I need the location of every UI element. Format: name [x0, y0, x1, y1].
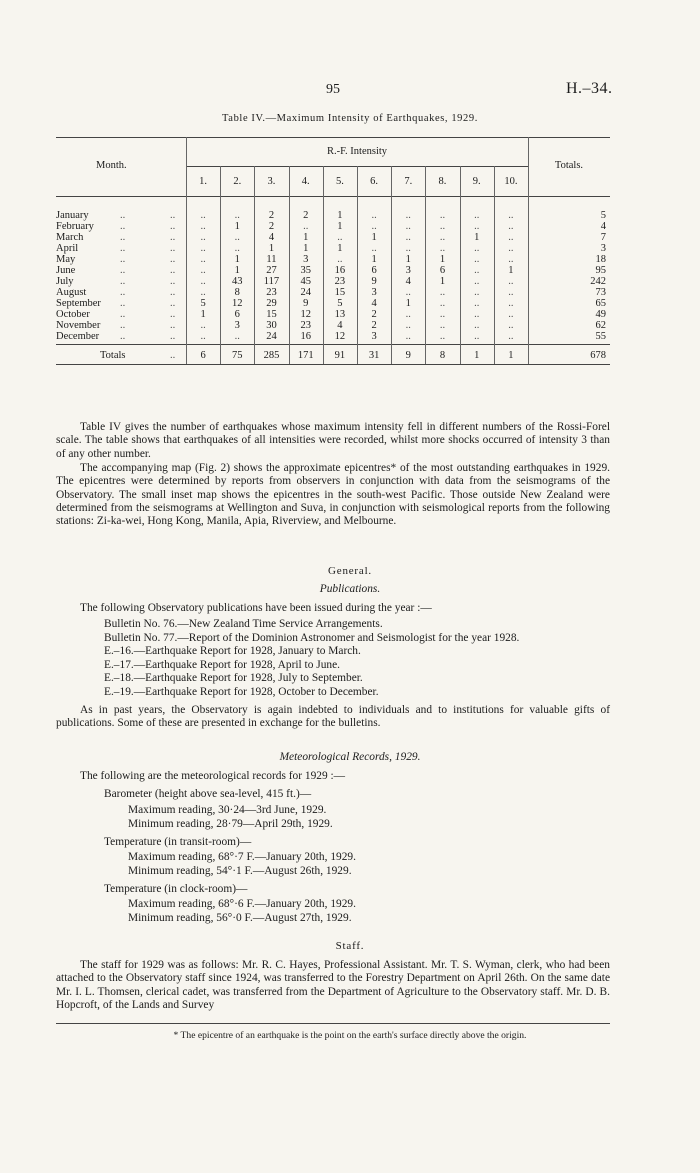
table-row-month: August: [56, 287, 87, 298]
table-cell: ..: [474, 210, 480, 221]
table-cell: ..: [508, 243, 514, 254]
column-header: 1.: [199, 176, 208, 187]
table-cell: 8: [234, 287, 240, 298]
leader-dots: ..: [170, 265, 176, 276]
totals-cell: 75: [232, 350, 243, 361]
leader-dots: ..: [120, 287, 126, 298]
table-cell: 2: [371, 320, 377, 331]
table-row-total: 5: [600, 210, 606, 221]
table-cell: 16: [300, 331, 311, 342]
table-cell: ..: [439, 221, 446, 232]
table-cell: 13: [334, 309, 346, 320]
table-cell: 6: [234, 309, 240, 320]
leader-dots: ..: [120, 265, 126, 276]
meteorological-intro: The following are the meteorological records for 1929 :—: [80, 770, 346, 782]
table-cell: 12: [334, 331, 346, 342]
paragraph-epicentre-map: The accompanying map (Fig. 2) shows the approximate epicentres* of the most outstanding earthquakes in 1929. The epicentres were determined by reports from observers in conjunction with data from the seismograms of the Observatory. The small inset map shows the epicentres in the south-west Pacific. Those outside New Zealand were determined from the seismograms at Wellington and Suva, in conjunction with seismological reports from the following stations: Zi-ka-wei, Hong Kong, Manila, Apia, Riverview, and Melbourne.: [56, 462, 610, 528]
table-cell: ..: [200, 254, 206, 265]
table-row-month: October: [56, 309, 90, 320]
table-cell: ..: [474, 265, 480, 276]
table-row-total: 62: [595, 320, 606, 331]
table-row-total: 95: [595, 265, 606, 276]
table-cell: ..: [337, 232, 343, 243]
table-cell: ..: [439, 243, 446, 254]
table-cell: ..: [200, 243, 206, 254]
column-header: 7.: [404, 176, 413, 187]
table-row-total: 242: [590, 276, 606, 287]
page-number: 95: [326, 82, 340, 97]
leader-dots: ..: [120, 298, 126, 309]
table-cell: 4: [405, 276, 411, 287]
table-cell: ..: [371, 221, 377, 232]
table-cell: 4: [268, 232, 275, 243]
table-cell: ..: [508, 320, 514, 331]
column-header: 10.: [504, 176, 518, 187]
temp-clock-max: Maximum reading, 68°·6 F.—January 20th, 1929.: [128, 898, 356, 910]
table-cell: 1: [200, 309, 206, 320]
temp-clock-min: Minimum reading, 56°·0 F.—August 27th, 1929.: [128, 912, 352, 924]
table-row-total: 65: [595, 298, 606, 309]
leader-dots: ..: [120, 320, 126, 331]
table-cell: ..: [200, 265, 206, 276]
leader-dots: ..: [120, 243, 126, 254]
table-row-total: 7: [600, 232, 606, 243]
table-row-month: July: [56, 276, 74, 287]
leader-dots: ..: [170, 287, 176, 298]
table-cell: ..: [439, 287, 446, 298]
table-cell: ..: [405, 287, 411, 298]
table-cell: ..: [508, 210, 514, 221]
table-cell: 15: [334, 287, 346, 298]
table-cell: ..: [439, 232, 446, 243]
table-cell: ..: [234, 210, 240, 221]
table-cell: 5: [337, 298, 343, 309]
table-cell: ..: [200, 221, 206, 232]
table-cell: 2: [371, 309, 377, 320]
table-cell: 1: [268, 243, 275, 254]
totals-cell: 1: [508, 350, 514, 361]
grand-total: 678: [590, 350, 606, 361]
table-cell: 29: [266, 298, 277, 309]
publication-item: E.–17.—Earthquake Report for 1928, April to June.: [104, 658, 340, 671]
barometer-label: Barometer (height above sea-level, 415 ft.)—: [104, 788, 312, 800]
table-cell: ..: [508, 232, 514, 243]
column-header: 8.: [438, 176, 447, 187]
publication-item: E.–19.—Earthquake Report for 1928, October to December.: [104, 686, 379, 698]
table-cell: 1: [405, 254, 411, 265]
table-rule-top: [56, 137, 610, 138]
table-cell: 1: [371, 254, 377, 265]
table-cell: 2: [268, 221, 275, 232]
paragraph-staff: The staff for 1929 was as follows: Mr. R. C. Hayes, Professional Assistant. Mr. T. S. Wyman, clerk, who had been attached to the Observatory staff since 1924, was transferred to the Forestry Department on April 26th. On the same date Mr. I. L. Thomsen, clerical cadet, was transferred from the Department of Agriculture to the Observatory staff. Mr. D. B. Hopcroft, of the Lands and Survey: [56, 959, 610, 1011]
table-cell: ..: [405, 309, 411, 320]
table-title: Table IV.—Maximum Intensity of Earthquakes, 1929.: [222, 113, 478, 124]
table-cell: ..: [234, 331, 240, 342]
table-cell: 1: [474, 232, 480, 243]
table-cell: ..: [200, 287, 206, 298]
footnote-rule: [56, 1023, 610, 1024]
table-row-month: November: [56, 320, 101, 331]
totals-cell: 285: [263, 350, 280, 361]
leader-dots: ..: [120, 221, 126, 232]
temp-transit-max: Maximum reading, 68°·7 F.—January 20th, 1929.: [128, 851, 356, 863]
column-header: 5.: [335, 176, 344, 187]
column-header: 6.: [370, 176, 379, 187]
table-cell: 3: [405, 265, 411, 276]
table-cell: ..: [200, 331, 206, 342]
table-cell: ..: [405, 320, 411, 331]
document-reference: H.–34.: [566, 80, 613, 97]
staff-heading: Staff.: [335, 940, 365, 952]
table-cell: ..: [508, 276, 514, 287]
table-cell: ..: [508, 221, 514, 232]
table-cell: ..: [303, 221, 309, 232]
publication-item: E.–18.—Earthquake Report for 1928, July to September.: [104, 672, 363, 685]
totals-cell: 91: [334, 350, 346, 361]
table-cell: 11: [266, 254, 277, 265]
publication-item: Bulletin No. 76.—New Zealand Time Service Arrangements.: [104, 618, 383, 630]
column-header: 2.: [233, 176, 242, 187]
leader-dots: ..: [170, 221, 176, 232]
leader-dots: ..: [120, 232, 126, 243]
table-cell: ..: [439, 309, 446, 320]
table-cell: ..: [405, 331, 411, 342]
table-cell: 35: [300, 265, 311, 276]
leader-dots: ..: [120, 331, 126, 342]
barometer-max: Maximum reading, 30·24—3rd June, 1929.: [128, 804, 327, 816]
table-cell: 2: [303, 210, 309, 221]
leader-dots: ..: [120, 309, 126, 320]
table-cell: ..: [508, 254, 514, 265]
leader-dots: ..: [170, 232, 176, 243]
table-row-month: February: [56, 221, 94, 232]
leader-dots: ..: [170, 243, 176, 254]
table-row-total: 4: [600, 221, 606, 232]
table-cell: ..: [508, 309, 514, 320]
leader-dots: ..: [170, 254, 176, 265]
paragraph-table-summary: Table IV gives the number of earthquakes whose maximum intensity fell in different numbers of the Rossi-Forel scale. The table shows that earthquakes of all intensities were recorded, whilst more shocks occurred of intensity 3 than of any other number.: [56, 421, 610, 460]
table-cell: 45: [300, 276, 311, 287]
table-cell: 1: [508, 265, 514, 276]
table-cell: ..: [474, 287, 480, 298]
publication-item: E.–16.—Earthquake Report for 1928, January to March.: [104, 645, 361, 658]
table-row-total: 18: [595, 254, 606, 265]
table-cell: ..: [474, 309, 480, 320]
table-cell: ..: [200, 232, 206, 243]
totals-header: Totals.: [554, 160, 584, 171]
table-cell: 30: [266, 320, 277, 331]
barometer-min: Minimum reading, 28·79—April 29th, 1929.: [128, 818, 333, 830]
table-cell: 16: [334, 265, 346, 276]
leader-dots: ..: [170, 210, 176, 221]
leader-dots: ..: [120, 276, 126, 287]
temp-transit-label: Temperature (in transit-room)—: [104, 836, 252, 848]
totals-cell: 171: [297, 350, 314, 361]
publications-intro: The following Observatory publications have been issued during the year :—: [80, 602, 432, 614]
table-cell: ..: [474, 331, 480, 342]
table-cell: ..: [200, 320, 206, 331]
temp-transit-min: Minimum reading, 54°·1 F.—August 26th, 1929.: [128, 865, 352, 877]
table-cell: 5: [200, 298, 206, 309]
table-row-total: 55: [595, 331, 606, 342]
table-cell: 1: [234, 265, 240, 276]
leader-dots: ..: [170, 298, 176, 309]
general-heading: General.: [328, 565, 372, 577]
table-row-month: January: [56, 210, 89, 221]
table-cell: 4: [371, 298, 377, 309]
table-cell: 1: [234, 254, 240, 265]
table-cell: ..: [371, 243, 377, 254]
table-rule-totals-top: [56, 344, 610, 345]
table-cell: ..: [234, 243, 240, 254]
table-cell: 27: [266, 265, 277, 276]
table-cell: ..: [337, 254, 343, 265]
table-cell: ..: [508, 331, 514, 342]
table-row-total: 73: [595, 287, 606, 298]
table-cell: ..: [474, 243, 480, 254]
table-cell: 24: [300, 287, 311, 298]
table-cell: ..: [405, 210, 411, 221]
totals-cell: 1: [474, 350, 480, 361]
column-header: 3.: [267, 176, 276, 187]
table-cell: 4: [337, 320, 343, 331]
table-cell: 24: [266, 331, 277, 342]
table-cell: 43: [232, 276, 243, 287]
table-cell: 12: [232, 298, 243, 309]
table-row-month: September: [56, 298, 101, 309]
table-cell: 1: [303, 243, 309, 254]
table-cell: ..: [439, 298, 446, 309]
table-cell: 3: [371, 287, 377, 298]
temp-clock-label: Temperature (in clock-room)—: [104, 883, 248, 895]
table-cell: 117: [263, 276, 280, 287]
table-cell: 12: [300, 309, 311, 320]
table-cell: 6: [439, 265, 446, 276]
table-cell: 9: [303, 298, 309, 309]
table-cell: 9: [371, 276, 377, 287]
totals-row-label: Totals: [100, 350, 126, 361]
totals-cell: 8: [439, 350, 446, 361]
totals-cell: 31: [368, 350, 380, 361]
table-cell: ..: [474, 254, 480, 265]
table-cell: 6: [371, 265, 377, 276]
table-row-month: June: [56, 265, 76, 276]
table-cell: 1: [405, 298, 411, 309]
table-cell: 1: [371, 232, 377, 243]
table-cell: 2: [268, 210, 275, 221]
totals-cell: 9: [405, 350, 411, 361]
table-cell: 3: [371, 331, 377, 342]
table-cell: 1: [337, 243, 343, 254]
table-cell: 1: [234, 221, 240, 232]
table-cell: ..: [405, 221, 411, 232]
table-cell: 1: [303, 232, 309, 243]
leader-dots: ..: [170, 331, 176, 342]
table-row-month: April: [56, 243, 79, 254]
table-row-total: 3: [600, 243, 606, 254]
table-cell: 3: [234, 320, 240, 331]
table-cell: ..: [508, 298, 514, 309]
table-cell: ..: [371, 210, 377, 221]
table-row-month: December: [56, 331, 100, 342]
table-cell: 1: [337, 210, 343, 221]
table-cell: ..: [474, 298, 480, 309]
table-cell: 3: [303, 254, 309, 265]
meteorological-heading: Meteorological Records, 1929.: [279, 751, 421, 763]
table-cell: ..: [234, 232, 240, 243]
table-cell: 23: [266, 287, 277, 298]
table-cell: ..: [474, 276, 480, 287]
leader-dots: ..: [170, 276, 176, 287]
leader-dots: ..: [170, 350, 176, 361]
intensity-header: R.-F. Intensity: [326, 146, 388, 157]
table-cell: ..: [405, 232, 411, 243]
totals-cell: 6: [200, 350, 206, 361]
table-cell: ..: [439, 320, 446, 331]
publication-item: Bulletin No. 77.—Report of the Dominion Astronomer and Seismologist for the year 1928.: [104, 631, 520, 644]
leader-dots: ..: [120, 254, 126, 265]
column-header: 9.: [472, 176, 481, 187]
leader-dots: ..: [170, 309, 176, 320]
table-cell: ..: [439, 210, 446, 221]
publications-heading: Publications.: [319, 583, 381, 595]
table-cell: ..: [439, 331, 446, 342]
table-row-month: March: [56, 232, 84, 243]
table-cell: 15: [266, 309, 277, 320]
column-header: 4.: [301, 176, 310, 187]
table-cell: 23: [334, 276, 346, 287]
table-cell: ..: [508, 287, 514, 298]
table-row-month: May: [56, 254, 76, 265]
paragraph-indebted: As in past years, the Observatory is again indebted to individuals and to institutions for valuable gifts of publications. Some of these are presented in exchange for the bulletins.: [56, 704, 610, 730]
table-rule-header-bottom: [56, 196, 610, 197]
table-cell: ..: [474, 221, 480, 232]
table-cell: 1: [439, 254, 446, 265]
month-header: Month.: [96, 160, 127, 171]
table-rule-bottom: [56, 364, 610, 365]
table-cell: 1: [337, 221, 343, 232]
footnote: * The epicentre of an earthquake is the point on the earth's surface directly above the origin.: [173, 1030, 527, 1041]
table-cell: ..: [200, 210, 206, 221]
table-cell: ..: [474, 320, 480, 331]
table-cell: ..: [405, 243, 411, 254]
table-cell: 1: [439, 276, 446, 287]
leader-dots: ..: [170, 320, 176, 331]
table-cell: ..: [200, 276, 206, 287]
table-row-total: 49: [595, 309, 606, 320]
leader-dots: ..: [120, 210, 126, 221]
table-cell: 23: [300, 320, 311, 331]
